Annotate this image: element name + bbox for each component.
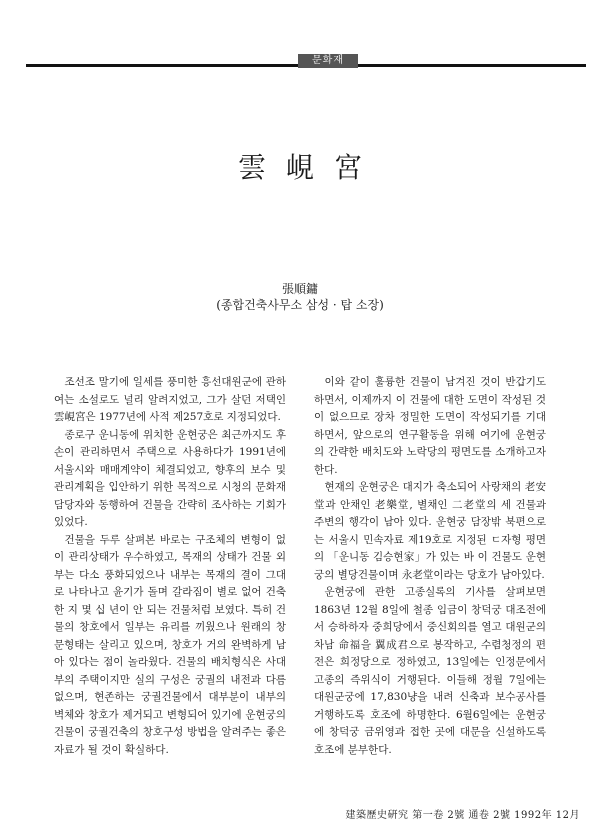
paragraph: 현재의 운현궁은 대지가 축소되어 사랑채의 老安堂과 안채인 老樂堂, 별채인 二老堂의 세 건물과 주변의 행각이 남아 있다. 운현궁 담장밖 북편으로는 서울시 민속자료 제19호로 지정된 ㄷ자형 평면의 「운니동 김승현家」가 있는 바 이 건물도 운현궁의 별당건물이며 永老堂이라는 당호가 남아있다. (314, 481, 546, 581)
body-column-left (54, 374, 286, 759)
paragraph: 이와 같이 훌륭한 건물이 남겨진 것이 반갑기도 하면서, 이제까지 이 건물에 대한 도면이 작성된 것이 없으므로 장차 정밀한 도면이 작성되기를 기대하면서, 앞으로의 연구활동을 위해 여기에 운현궁의 간략한 배치도와 노락당의 평면도를 소개하고자 한다. (314, 376, 546, 476)
paragraph: 건물을 두루 살펴본 바로는 구조체의 변형이 없이 관리상태가 우수하였고, 목재의 상태가 건물 외부는 다소 풍화되었으나 내부는 목재의 결이 그대로 나타나고 윤기가 돌며 갈라짐이 별로 없어 건축한 지 몇 십 년이 안 되는 건물처럼 보였다. 특히 건물의 창호에서 일부는 유리를 끼웠으나 원래의 창문형태는 살리고 있으며, 창호가 거의 완벽하게 남아 있다는 점이 놀라웠다. 건물의 배치형식은 사대부의 주택이지만 실의 구성은 궁궐의 내전과 다름없으며, 현존하는 궁궐건물에서 대부분이 내부의 벽체와 창호가 제거되고 변형되어 있기에 운현궁의 건물이 궁궐건축의 창호구성 방법을 알려주는 좋은 자료가 될 것이 확실하다. (54, 533, 286, 756)
paragraph: 운현궁에 관한 고종실록의 기사를 살펴보면 1863년 12월 8일에 철종 임금이 창덕궁 대조전에서 승하하자 중희당에서 중신회의를 열고 대원군의 차남 命福을 翼成君으로 봉작하고, 수렴청정의 편전은 희정당으로 정하였고, 13일에는 인정문에서 고종의 즉위식이 거행된다. 이들해 정월 7일에는 대원군궁에 17,830냥을 내려 신축과 보수공사를 거행하도록 호조에 하명한다. 6월6일에는 운현궁에 창덕궁 금위영과 접한 곳에 대문을 신설하도록 호조에 분부한다. (314, 586, 546, 756)
paragraph: 종로구 운니동에 위치한 운현궁은 최근까지도 후손이 관리하면서 주택으로 사용하다가 1991년에 서울시와 매매계약이 체결되었고, 향후의 보수 및 관리계획을 입안하기 위한 목적으로 시청의 문화재 담당자와 동행하여 건물을 간략히 조사하는 기회가 있었다. (54, 428, 286, 528)
article-title: 雲峴宮 (237, 151, 382, 184)
paragraph: 조선조 말기에 일세를 풍미한 흥선대원군에 관하여는 소설로도 널리 알려지었고, 그가 살던 저택인 雲峴宮은 1977년에 사적 제257호로 지정되었다. (54, 376, 286, 423)
publication-footer: 建築歷史硏究 第一卷 2號 通卷 2號 1992年 12月 (345, 810, 580, 821)
section-label: 문화재 (298, 54, 358, 68)
author-name: 張順鏞 (281, 282, 318, 296)
body-column-right (314, 374, 546, 759)
author-affiliation: (종합건축사무소 삼성 · 탑 소장) (216, 298, 384, 312)
